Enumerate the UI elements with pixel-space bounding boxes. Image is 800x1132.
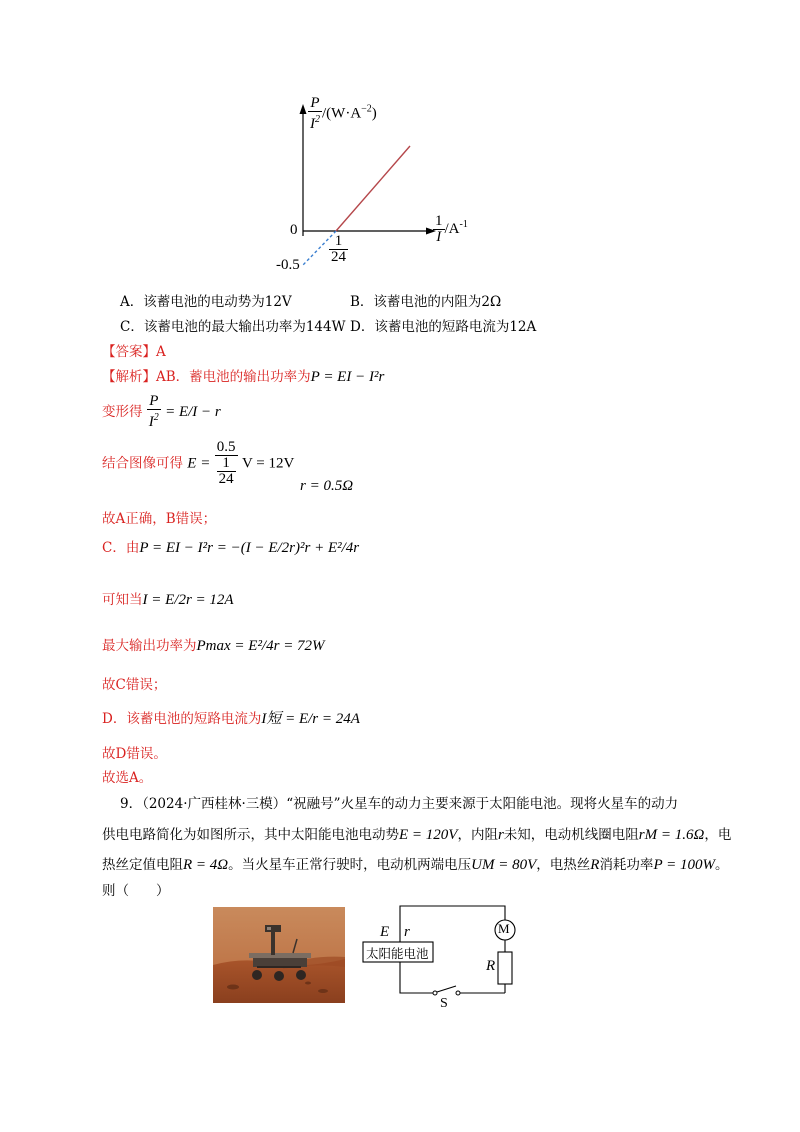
analysis-line-2: 变形得 $\frac{P}{I^2}$ = E/I − r (102, 393, 221, 430)
x-axis-unit: /A (444, 220, 460, 237)
internal-r-label: r (404, 924, 410, 940)
graph-line (336, 146, 410, 231)
emf-label: E (380, 924, 390, 940)
switch-label: S (440, 996, 448, 1011)
y-intercept-label: -0.5 (276, 257, 300, 273)
x-intercept-label: $\frac{1}{24}$ (331, 233, 346, 265)
analysis-line-3: 结合图像可得 E = $\frac{0.5}{\frac{1}{24}}$ V = 12V (102, 439, 295, 487)
mars-rover-photo (213, 907, 345, 1003)
analysis-line-8: 故C错误； (102, 677, 167, 693)
question-9-line-3: 热丝定值电阻R = 4Ω。当火星车正常行驶时，电动机两端电压UM = 80V，电热丝R消耗功率P = 100W。 (102, 857, 729, 873)
analysis-line-1: 【解析】AB．蓄电池的输出功率为P = EI − I²r (102, 369, 385, 385)
analysis-line-9: D．该蓄电池的短路电流为I短 = E/r = 24A (102, 711, 360, 727)
y-axis-unit: /(W·A (322, 105, 362, 122)
power-current-graph (270, 88, 490, 288)
option-c: C．该蓄电池的最大输出功率为144W (120, 319, 346, 335)
battery-label: 太阳能电池 (366, 946, 429, 961)
y-axis-label: $\frac{P}{I^2}$ $/(W\cdot A^{-2})$ (310, 95, 377, 132)
y-axis-label-num: P (308, 96, 322, 112)
option-d: D．该蓄电池的短路电流为12A (350, 319, 537, 335)
analysis-line-11: 故选A。 (102, 770, 153, 786)
answer: 【答案】A (102, 344, 166, 360)
question-9-line-1: 9．（2024·广西桂林·三模）“祝融号”火星车的动力主要来源于太阳能电池。现将火星车的动力 (120, 796, 679, 812)
resistor-label: R (486, 958, 496, 974)
question-9-line-4: 则（ ） (102, 883, 170, 899)
question-9-line-2: 供电电路简化为如图所示，其中太阳能电池电动势E = 120V，内阻r未知，电动机线圈电阻rM = 1.6Ω，电 (102, 827, 732, 843)
analysis-line-7: 最大输出功率为Pmax = E²/4r = 72W (102, 638, 325, 654)
motor-label: M (498, 921, 510, 936)
analysis-line-10: 故D错误。 (102, 746, 167, 762)
analysis-line-5: C．由P = EI − I²r = −(I − E/2r)²r + E²/4r (102, 540, 360, 556)
analysis-line-6: 可知当I = E/2r = 12A (102, 592, 234, 608)
analysis-line-4: 故A正确，B错误； (102, 511, 217, 527)
option-a: A．该蓄电池的电动势为12V (120, 294, 292, 310)
analysis-r-value: r = 0.5Ω (300, 478, 354, 494)
option-b: B．该蓄电池的内阻为2Ω (350, 294, 502, 310)
origin-label: 0 (290, 222, 298, 238)
resistor-symbol (498, 952, 512, 984)
x-axis-label: $\frac{1}{I}$ $/A^{-1}$ (435, 213, 468, 245)
